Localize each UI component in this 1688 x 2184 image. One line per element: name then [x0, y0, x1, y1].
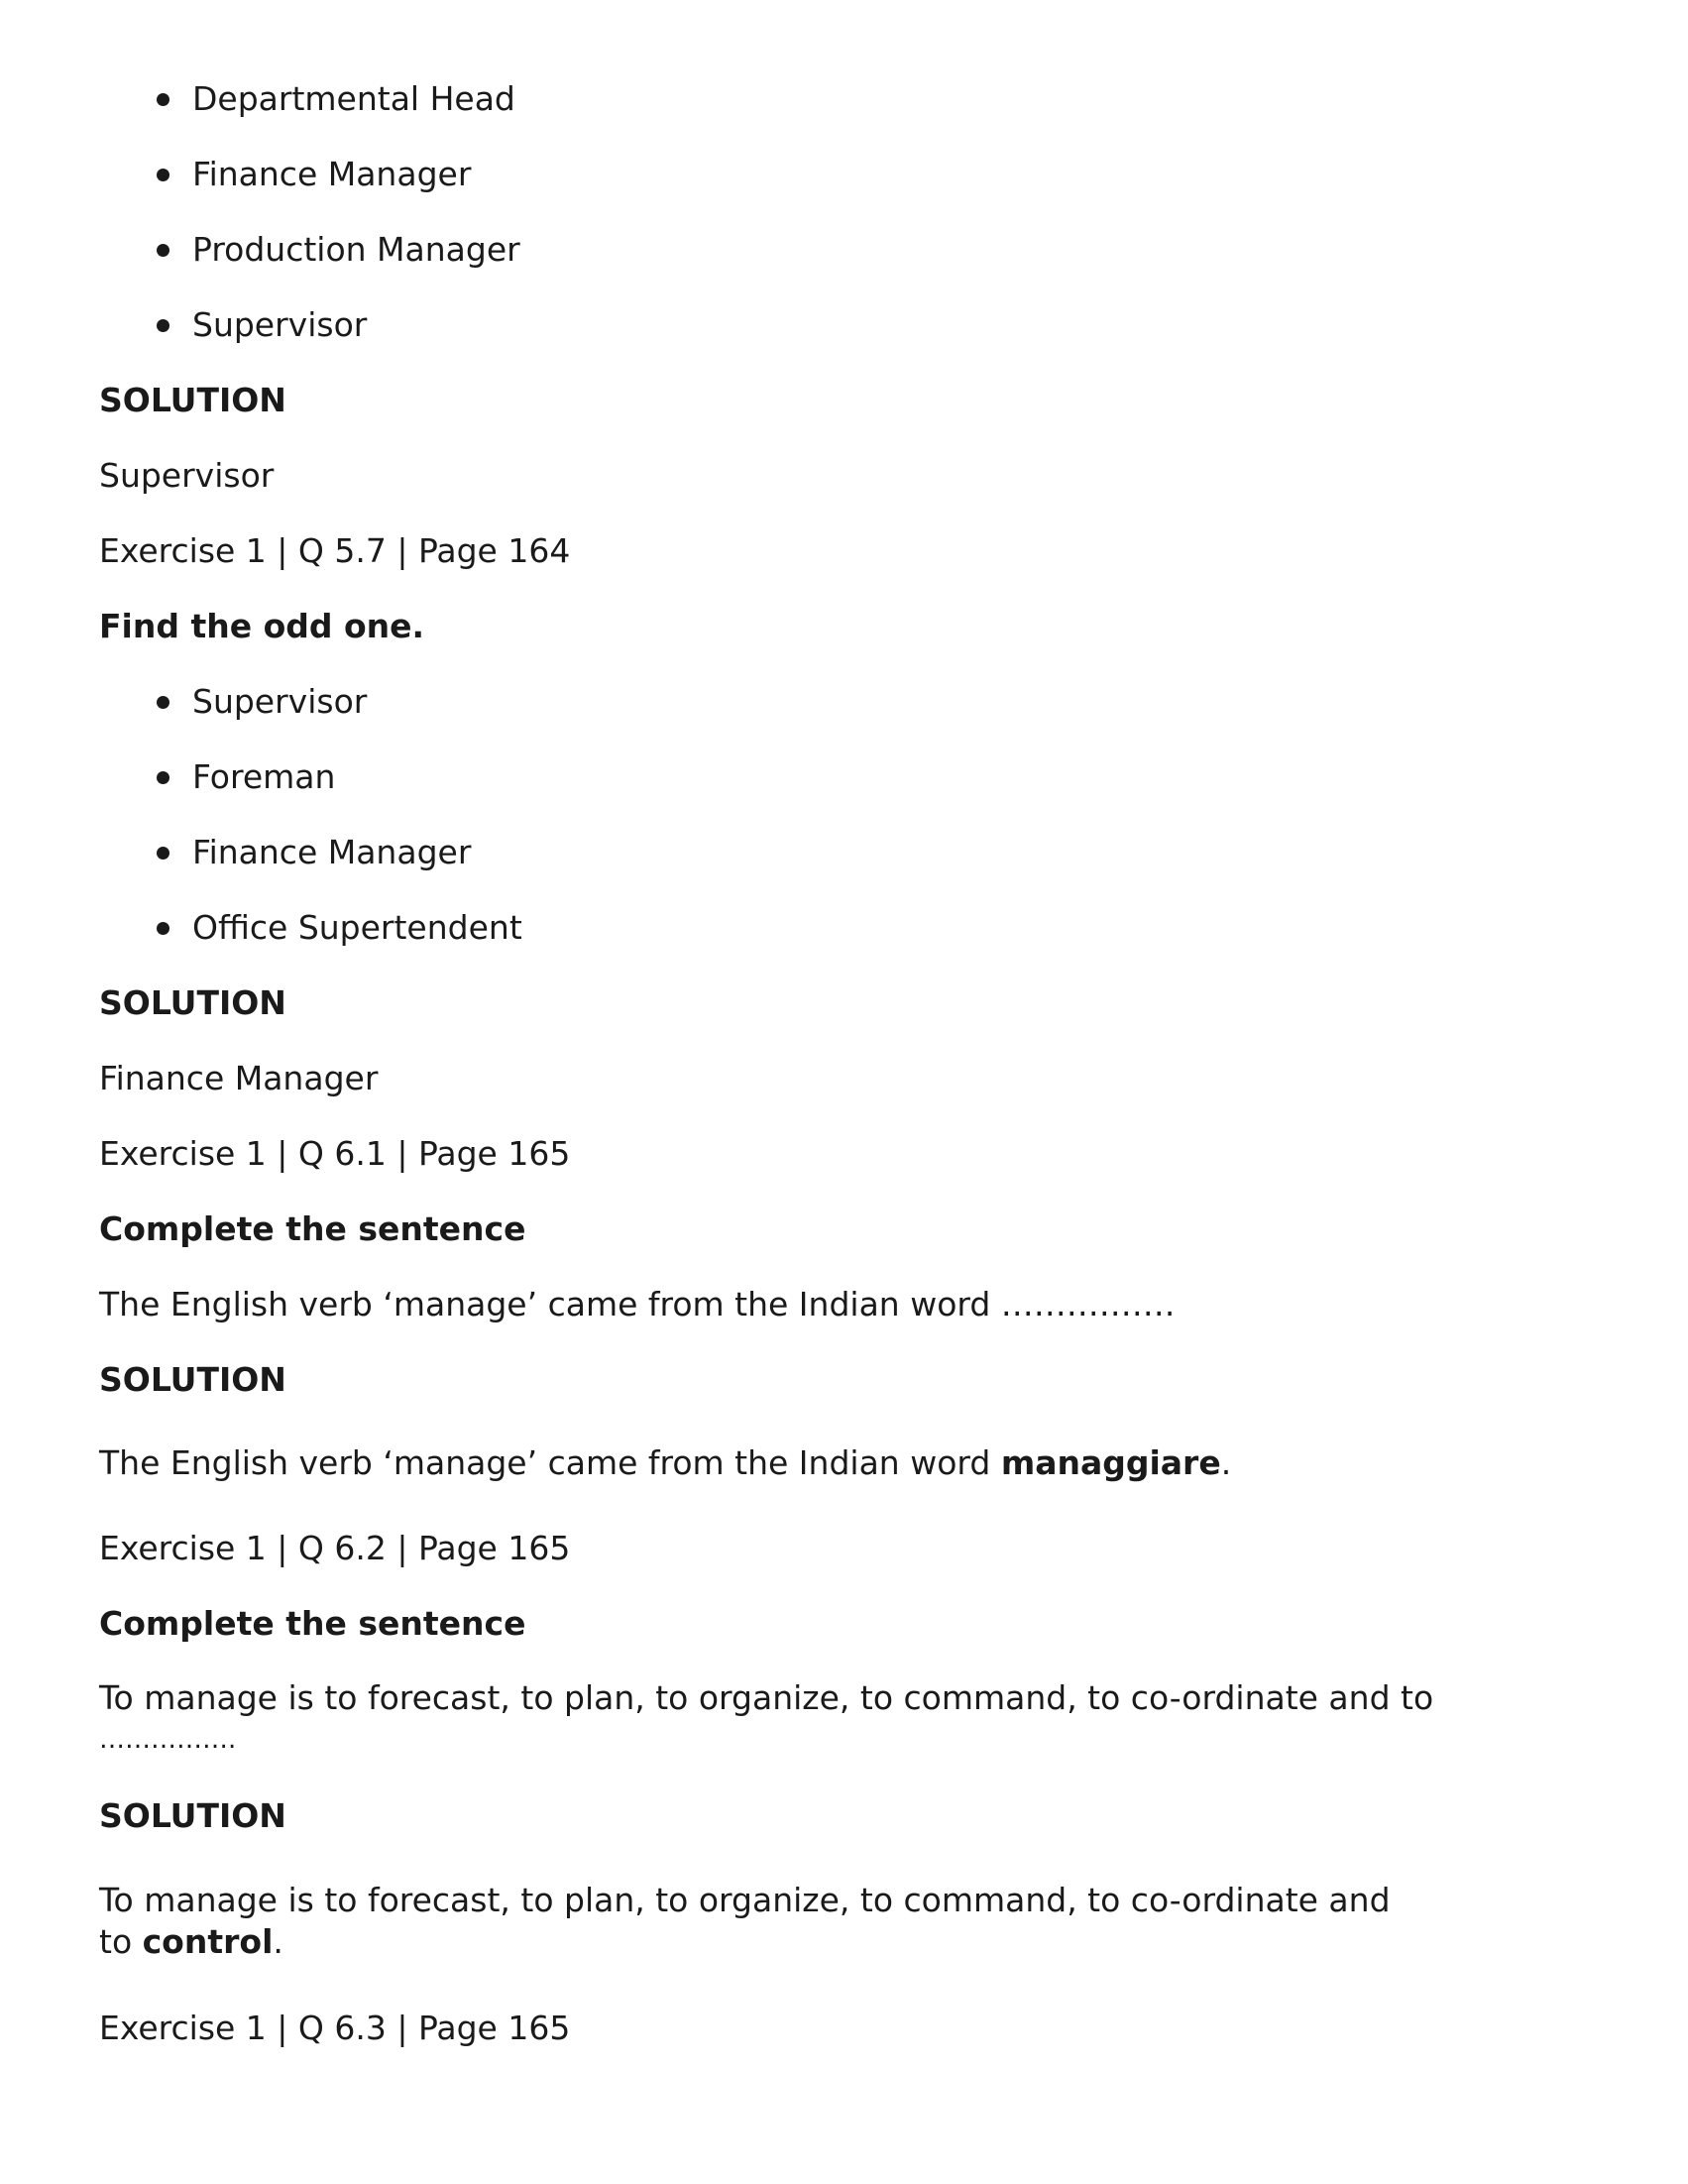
- bullet-icon: [157, 771, 169, 784]
- option-item: Supervisor: [99, 680, 1586, 755]
- question-prompt: The English verb ‘manage’ came from the Indian word …………….: [99, 1285, 1176, 1323]
- bullet-icon: [157, 847, 169, 860]
- option-item: Foreman: [99, 755, 1586, 831]
- bullet-icon: [157, 169, 169, 181]
- exercise-reference: Exercise 1 | Q 6.1 | Page 165: [99, 1134, 571, 1173]
- bullet-icon: [157, 696, 169, 709]
- option-item: Production Manager: [99, 228, 1586, 303]
- question-title: Complete the sentence: [99, 1604, 526, 1643]
- bullet-icon: [157, 922, 169, 935]
- exercise-reference: Exercise 1 | Q 6.3 | Page 165: [99, 2009, 571, 2047]
- question-title: Complete the sentence: [99, 1209, 526, 1248]
- bullet-icon: [157, 93, 169, 106]
- solution-answer: Supervisor: [99, 456, 275, 495]
- document-page: [99, 77, 1586, 2082]
- solution-answer: Finance Manager: [99, 1059, 379, 1097]
- solution-answer: To manage is to forecast, to plan, to organize, to command, to co-ordinate and to control.: [99, 1881, 1391, 1961]
- question-prompt: To manage is to forecast, to plan, to organize, to command, to co-ordinate and to …………….: [99, 1678, 1434, 1755]
- option-list: [99, 680, 1586, 981]
- solution-answer: The English verb ‘manage’ came from the Indian word managgiare.: [99, 1443, 1232, 1482]
- solution-heading: SOLUTION: [99, 1360, 286, 1399]
- solution-heading: SOLUTION: [99, 983, 286, 1022]
- option-item: Departmental Head: [99, 77, 1586, 153]
- option-item: Supervisor: [99, 303, 1586, 379]
- option-item: Office Supertendent: [99, 906, 1586, 981]
- solution-heading: SOLUTION: [99, 381, 286, 419]
- option-item: Finance Manager: [99, 831, 1586, 906]
- bullet-icon: [157, 319, 169, 332]
- option-list: [99, 77, 1586, 379]
- exercise-reference: Exercise 1 | Q 6.2 | Page 165: [99, 1529, 571, 1567]
- bullet-icon: [157, 244, 169, 257]
- option-item: Finance Manager: [99, 153, 1586, 228]
- solution-heading: SOLUTION: [99, 1796, 286, 1835]
- exercise-reference: Exercise 1 | Q 5.7 | Page 164: [99, 531, 571, 570]
- question-title: Find the odd one.: [99, 607, 425, 645]
